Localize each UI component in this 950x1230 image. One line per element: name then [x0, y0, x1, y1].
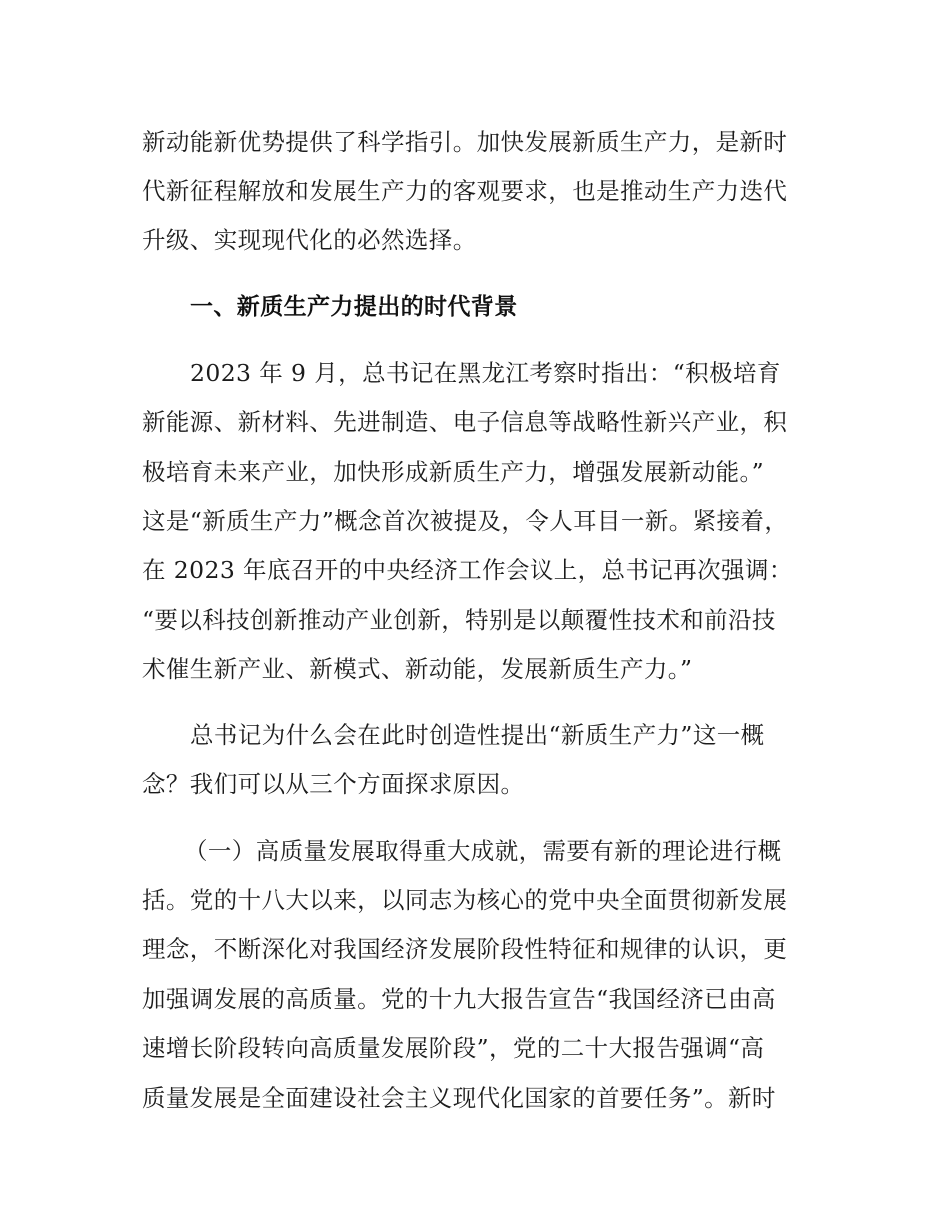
paragraph-3-line-2: 括。党的十八大以来，以同志为核心的党中央全面贯彻新发展: [142, 886, 788, 914]
paragraph-3-line-5: 速增长阶段转向高质量发展阶段”，党的二十大报告强调“高: [142, 1034, 765, 1062]
paragraph-2-line-1: 总书记为什么会在此时创造性提出“新质生产力”这一概: [190, 721, 765, 749]
paragraph-3-line-1: （一）高质量发展取得重大成就，需要有新的理论进行概: [184, 837, 782, 865]
paragraph-1-line-1: 2023 年 9 月，总书记在黑龙江考察时指出：“积极培育: [190, 359, 781, 387]
paragraph-3-line-3: 理念，不断深化对我国经济发展阶段性特征和规律的认识，更: [142, 935, 788, 963]
intro-line-2: 代新征程解放和发展生产力的客观要求，也是推动生产力迭代: [142, 177, 788, 205]
paragraph-1-line-4: 这是“新质生产力”概念首次被提及，令人耳目一新。紧接着，: [142, 507, 789, 535]
paragraph-1-line-5: 在 2023 年底召开的中央经济工作会议上，总书记再次强调：: [142, 556, 793, 584]
intro-line-3: 升级、实现现代化的必然选择。: [142, 226, 477, 254]
intro-line-1: 新动能新优势提供了科学指引。加快发展新质生产力，是新时: [142, 128, 788, 156]
paragraph-3-line-6: 质量发展是全面建设社会主义现代化国家的首要任务”。新时: [142, 1084, 776, 1112]
paragraph-1-line-3: 极培育未来产业，加快形成新质生产力，增强发展新动能。”: [142, 458, 765, 486]
paragraph-3-line-4: 加强调发展的高质量。党的十九大报告宣告“我国经济已由高: [142, 985, 776, 1013]
paragraph-1-line-7: 术催生新产业、新模式、新动能，发展新质生产力。”: [142, 655, 693, 683]
paragraph-1-line-2: 新能源、新材料、先进制造、电子信息等战略性新兴产业，积: [142, 408, 788, 436]
paragraph-1-line-6: “要以科技创新推动产业创新，特别是以颠覆性技术和前沿技: [142, 606, 776, 634]
paragraph-2-line-2: 念？我们可以从三个方面探求原因。: [142, 770, 525, 798]
section-heading: 一、新质生产力提出的时代背景: [190, 294, 518, 320]
